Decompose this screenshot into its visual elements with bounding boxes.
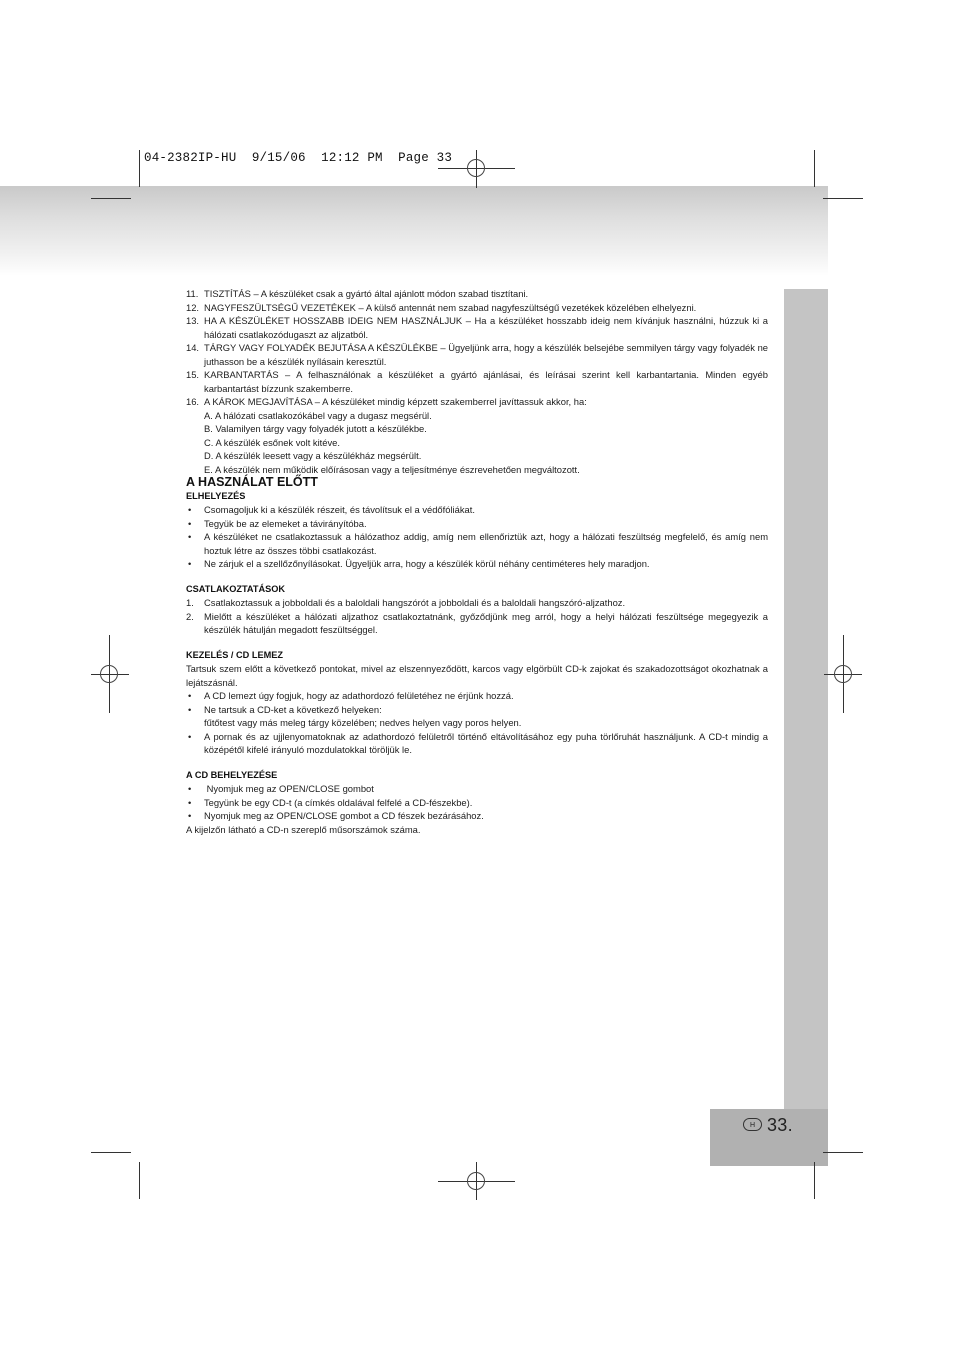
list-item: • Tegyünk be egy CD-t (a címkés oldalával felfelé a CD-fészekbe). [188, 796, 473, 808]
subsection-heading: KEZELÉS / CD LEMEZ [186, 649, 283, 660]
registration-mark-icon [467, 159, 485, 177]
safety-item: 14. TÁRGY VAGY FOLYADÉK BEJUTÁSA A KÉSZÜLÉKBE – Ügyeljünk arra, hogy a készülék belsejébe semmilyen tárgy vagy folyadék ne juthasson be a készülék nyílásain keresztül. [186, 342, 768, 367]
list-item: • Nyomjuk meg az OPEN/CLOSE gombot a CD fészek bezárásához. [188, 810, 484, 821]
header-band [0, 186, 828, 276]
damage-subitem: B. Valamilyen tárgy vagy folyadék jutott a készülékbe. [204, 423, 427, 434]
bullet-icon: • [188, 783, 192, 794]
registration-mark-icon [834, 665, 852, 683]
list-item: • Nyomjuk meg az OPEN/CLOSE gombot [188, 783, 374, 794]
intro-paragraph: Tartsuk szem előtt a következő pontokat, mivel az elszennyeződött, karcos vagy elgörbült CD-k zajokat és szakadozottságot okozhatnak a lejátszásnál. [186, 663, 768, 688]
crop-mark [91, 198, 131, 199]
crop-mark [814, 1162, 815, 1199]
safety-item: 13. HA A KÉSZÜLÉKET HOSSZABB IDEIG NEM HASZNÁLJUK – Ha a készüléket hosszabb ideig nem kívánjuk használni, húzzuk ki a hálózati csatlakozódugaszt az aljzatból. [186, 315, 768, 340]
crop-mark [139, 150, 140, 187]
manual-content [186, 287, 768, 836]
bullet-icon: • [188, 558, 192, 569]
damage-subitem: A. A hálózati csatlakozókábel vagy a dugasz megsérül. [204, 409, 432, 421]
crop-mark [823, 1152, 863, 1153]
safety-list [186, 287, 768, 476]
bullet-icon: • [188, 810, 192, 821]
bullet-icon: • [188, 703, 192, 715]
damage-subitem: E. A készülék nem működik előírásosan vagy a teljesítménye észrevehetően megváltozott. [204, 463, 580, 475]
subsection-heading: A CD BEHELYEZÉSE [186, 769, 278, 780]
kezeles-section [186, 649, 768, 757]
subsection-heading: ELHELYEZÉS [186, 490, 246, 501]
language-badge-icon: H [743, 1118, 762, 1131]
print-slug: 04-2382IP-HU 9/15/06 12:12 PM Page 33 [144, 151, 453, 165]
bullet-icon: • [188, 531, 192, 542]
behelyezes-section [186, 769, 768, 837]
registration-mark-icon [467, 1172, 485, 1190]
section-title: A HASZNÁLAT ELŐTT [186, 475, 318, 489]
damage-subitem: D. A készülék leesett vagy a készülékház megsérült. [204, 450, 422, 461]
crop-mark [814, 150, 815, 187]
bullet-icon: • [188, 796, 192, 808]
list-item: 1. Csatlakoztassuk a jobboldali és a baloldali hangszórót a jobboldali és a baloldali hangszóró-aljzathoz. [186, 597, 626, 608]
bullet-icon: • [188, 690, 192, 701]
safety-item: 16. A KÁROK MEGJAVÍTÁSA – A készüléket mindig képzett szakemberrel javíttassuk akkor, ha: [186, 396, 587, 407]
page-number: 33. [767, 1115, 793, 1135]
bullet-icon: • [188, 730, 192, 742]
crop-mark [139, 1162, 140, 1199]
list-item: • Csomagoljuk ki a készülék részeit, és távolítsuk el a védőfóliákat. [188, 504, 475, 515]
safety-item: 11. TISZTÍTÁS – A készüléket csak a gyártó által ajánlott módon szabad tisztítani. [186, 288, 529, 299]
side-strip [784, 289, 828, 1111]
footer-note: A kijelzőn látható a CD-n szereplő műsorszámok száma. [186, 823, 421, 835]
damage-subitem: C. A készülék esőnek volt kitéve. [204, 436, 341, 448]
list-item: 2. Mielőtt a készüléket a hálózati aljzathoz csatlakoztatnánk, győződjünk meg arról, hogy a helyi hálózati feszültsége megegyezik a készülék hátulján megadott feszültséggel. [186, 610, 768, 635]
elhelyezes-section [186, 490, 768, 571]
list-item: • Ne zárjuk el a szellőzőnyílásokat. Ügyeljük arra, hogy a készülék körül néhány centiméteres hely maradjon. [188, 558, 650, 569]
registration-mark-icon [100, 665, 118, 683]
safety-item: 15. KARBANTARTÁS – A felhasználónak a készüléket a gyártó ajánlásai, és leírásai szerint kell karbantartania. Minden egyéb karbantartást bízzunk szakemberre. [186, 369, 768, 394]
list-item: • A CD lemezt úgy fogjuk, hogy az adathordozó felületéhez ne érjünk hozzá. [188, 690, 514, 701]
safety-item: 12. NAGYFESZÜLTSÉGŰ VEZETÉKEK – A külső antennát nem szabad nagyfeszültségű vezetékek közelében elhelyezni. [186, 301, 697, 313]
bullet-icon: • [188, 517, 192, 529]
bullet-icon: • [188, 504, 192, 515]
crop-mark [823, 198, 863, 199]
csatlakoztatasok-section [186, 583, 768, 637]
list-item: • A pornak és az ujjlenyomatoknak az adathordozó felületről történő eltávolításához egy puha törlőruhát használjunk. A CD-t mindig a középétől kifelé irányuló mozdulatokkal töröljük le. [188, 730, 768, 755]
crop-mark [91, 1152, 131, 1153]
list-item: • Ne tartsuk a CD-ket a következő helyeken: fűtőtest vagy más meleg tárgy közelében; nedves helyen vagy poros helyen. [188, 703, 522, 728]
list-item: • A készüléket ne csatlakoztassuk a hálózathoz addig, amíg nem ellenőriztük azt, hogy a hálózati feszültség megfelelő, és amíg nem hoztuk létre az összes többi csatlakozást. [188, 531, 768, 556]
list-item: • Tegyük be az elemeket a távirányítóba. [188, 517, 367, 529]
subsection-heading: CSATLAKOZTATÁSOK [186, 583, 286, 594]
